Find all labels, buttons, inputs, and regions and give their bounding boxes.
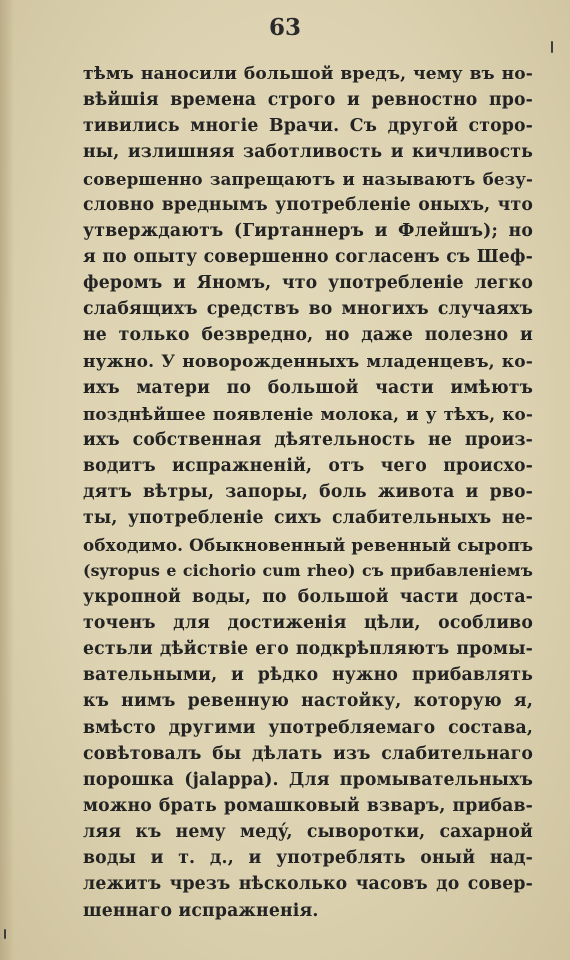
- text-line-4: ны, излишняя заботливость и кичливость: [83, 142, 533, 163]
- body-text: [83, 61, 533, 924]
- text-line-19: обходимо. Обыкновенный ревенный сыропъ: [83, 534, 534, 555]
- text-line-22: точенъ для достиженія цѣли, особливо: [83, 612, 533, 633]
- text-line-27: совѣтовалъ бы дѣлать изъ слабительнаго: [83, 743, 533, 764]
- text-line-3: тивились многіе Врачи. Съ другой сторо-: [83, 116, 533, 137]
- text-line-32: лежитъ чрезъ нѣсколько часовъ до совер-: [83, 874, 533, 895]
- text-line-31: воды и т. д., и употреблять оный над-: [83, 848, 533, 869]
- text-line-2: вѣйшія времена строго и ревностно про-: [83, 90, 533, 111]
- text-line-6: словно вреднымъ употребленіе оныхъ, что: [83, 194, 533, 215]
- text-line-26: вмѣсто другими употребляемаго состава,: [83, 717, 533, 738]
- text-line-13: ихъ матери по большой части имѣютъ: [83, 377, 533, 398]
- text-line-17: дятъ вѣтры, запоры, боль живота и рво-: [83, 482, 533, 503]
- page-number: 63: [268, 14, 301, 41]
- text-line-1: тѣмъ наносили большой вредъ, чему въ но-: [83, 64, 533, 84]
- text-line-25: къ нимъ ревенную настойку, которую я,: [83, 691, 533, 712]
- text-line-28: порошка (jalappa). Для промывательныхъ: [83, 769, 533, 790]
- text-line-24: вательными, и рѣдко нужно прибавлять: [83, 665, 533, 686]
- text-line-5: совершенно запрещаютъ и называютъ безу-: [83, 168, 533, 189]
- ink-speck-mark: [4, 929, 6, 939]
- text-line-12: нужно. У новорожденныхъ младенцевъ, ко-: [83, 351, 533, 372]
- text-line-18: ты, употребленіе сихъ слабительныхъ не-: [83, 508, 533, 529]
- text-line-29: можно брать ромашковый взваръ, прибав-: [83, 795, 533, 816]
- text-line-7: утверждаютъ (Гиртаннеръ и Флейшъ); но: [83, 220, 533, 241]
- ink-speck-mark: [551, 41, 553, 53]
- text-line-20: (syropus e cichorio cum rheo) съ прибавленіемъ: [83, 560, 533, 580]
- text-line-15: ихъ собственная дѣятельность не произ-: [83, 429, 533, 450]
- text-line-8: я по опыту совершенно согласенъ съ Шеф-: [83, 246, 533, 267]
- text-line-33: шеннаго испражненія.: [83, 900, 319, 921]
- page-edge-shadow: [0, 0, 14, 960]
- text-line-21: укропной воды, по большой части доста-: [83, 586, 533, 607]
- text-line-23: естьли дѣйствіе его подкрѣпляютъ промы-: [83, 639, 533, 660]
- text-line-9: феромъ и Яномъ, что употребленіе легко: [83, 273, 533, 294]
- text-line-30: ляя къ нему медý, сыворотки, сахарной: [83, 822, 533, 843]
- text-line-10: слабящихъ средствъ во многихъ случаяхъ: [83, 299, 533, 320]
- text-line-14: позднѣйшее появленіе молока, и у тѣхъ, ко-: [83, 403, 533, 424]
- text-line-16: водитъ испражненій, отъ чего происхо-: [83, 456, 533, 477]
- text-line-11: не только безвредно, но даже полезно и: [83, 325, 533, 346]
